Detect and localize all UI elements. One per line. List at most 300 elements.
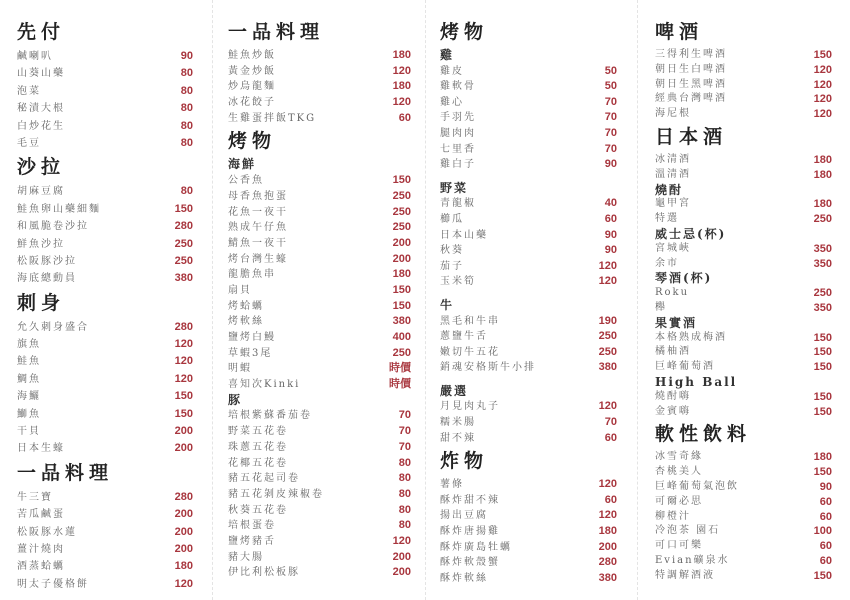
menu-item-price: 80 (398, 503, 411, 516)
menu-item-price: 150 (392, 283, 411, 296)
menu-item (228, 283, 411, 299)
menu-item (228, 550, 411, 566)
menu-item-price: 150 (813, 361, 832, 374)
menu-item (17, 253, 193, 270)
menu-item-price: 100 (813, 525, 832, 538)
menu-item-price: 90 (819, 480, 832, 493)
menu-item-name: 培根紫蘇番茄卷 (228, 410, 312, 422)
menu-item-price: 150 (174, 407, 193, 420)
section-heading: 啤酒 (655, 21, 704, 43)
menu-item-name: 牛三寶 (17, 491, 53, 503)
menu-item-price: 200 (174, 442, 193, 455)
menu-item-name: 胡麻豆腐 (17, 186, 65, 198)
menu-item (655, 107, 832, 122)
menu-item (655, 345, 832, 360)
menu-item-name: 公香魚 (228, 175, 264, 187)
menu-item-price: 90 (604, 228, 617, 241)
menu-item (17, 218, 193, 235)
menu-item-name: 野菜五花卷 (228, 426, 288, 438)
menu-item (17, 353, 193, 370)
menu-item-price: 150 (813, 331, 832, 344)
section-heading: 刺身 (17, 291, 66, 314)
menu-item-name: 柳橙汁 (655, 510, 691, 522)
menu-item-name: 特選 (655, 213, 679, 225)
menu-item-name: 鮮魚沙拉 (17, 238, 65, 250)
menu-item-name: 酒蒸蛤蠣 (17, 561, 65, 573)
menu-item (655, 63, 832, 78)
menu-item (440, 399, 617, 415)
menu-item-price: 250 (392, 189, 411, 202)
menu-item-price: 280 (174, 220, 193, 233)
menu-item (228, 424, 411, 440)
menu-item (440, 540, 617, 556)
menu-item-name: 銷魂安格斯牛小排 (440, 362, 536, 374)
menu-item (440, 259, 617, 275)
menu-item-price: 150 (813, 390, 832, 403)
menu-item-name: 宮城峽 (655, 242, 691, 254)
menu-item-price: 190 (598, 314, 617, 327)
subsection-heading: 威士忌(杯) (655, 226, 727, 241)
menu-item-price: 350 (813, 257, 832, 270)
menu-item (440, 157, 617, 173)
menu-item-price: 120 (598, 478, 617, 491)
section-heading: 炸物 (440, 450, 489, 473)
menu-item-name: 青龍椒 (440, 198, 476, 210)
menu-item-price: 50 (604, 64, 617, 77)
menu-item-name: 冰清酒 (655, 153, 691, 165)
menu-item-price: 50 (604, 80, 617, 93)
menu-item-name: 培根蛋卷 (228, 520, 276, 532)
menu-item-price: 90 (180, 50, 193, 62)
menu-item (440, 126, 617, 142)
menu-item-price: 250 (598, 345, 617, 358)
menu-item-name: 雞皮 (440, 65, 464, 77)
menu-item-name: 炒烏龍麵 (228, 81, 276, 93)
menu-item (228, 299, 411, 315)
menu-item-name: 雞心 (440, 96, 464, 108)
menu-item-price: 380 (392, 315, 411, 328)
menu-item (228, 346, 411, 362)
menu-item-name: 明太子優格餅 (17, 578, 89, 590)
menu-item-name: 特調解酒液 (655, 569, 715, 581)
menu-item-name: 花椰五花卷 (228, 457, 288, 469)
menu-item-name: 可爾必思 (655, 495, 703, 507)
menu-item-price: 250 (813, 287, 832, 300)
menu-item (228, 408, 411, 424)
menu-item-price: 80 (398, 472, 411, 485)
menu-item-name: 本格熟成梅酒 (655, 331, 727, 343)
menu-item (17, 489, 193, 506)
menu-item-price: 60 (819, 540, 832, 553)
menu-item-name: 母香魚抱蛋 (228, 190, 288, 202)
menu-item (17, 118, 193, 135)
menu-item (228, 79, 411, 95)
menu-item-price: 180 (813, 168, 832, 181)
menu-item (440, 228, 617, 244)
menu-item (655, 539, 832, 554)
menu-item-name: 薑汁燒肉 (17, 543, 65, 555)
menu-item-price: 60 (819, 554, 832, 567)
menu-item (655, 257, 832, 272)
menu-item (655, 554, 832, 569)
menu-item (228, 487, 411, 503)
section-heading: 先付 (17, 21, 66, 43)
menu-item-name: 甜不辣 (440, 432, 476, 444)
menu-item-price: 120 (392, 64, 411, 77)
menu-item-price: 80 (398, 456, 411, 469)
menu-item-price: 200 (174, 508, 193, 521)
menu-item-price: 380 (598, 361, 617, 374)
menu-item-name: 烤蛤蠣 (228, 300, 264, 312)
menu-item-price: 120 (174, 372, 193, 385)
menu-item-name: 日本山藥 (440, 229, 488, 241)
menu-item-price: 120 (392, 96, 411, 109)
menu-item-name: Evian礦泉水 (655, 554, 730, 566)
menu-item-price: 250 (174, 254, 193, 267)
menu-item-price: 380 (174, 272, 193, 285)
menu-item-price: 120 (392, 534, 411, 547)
subsection-heading: 嚴選 (440, 383, 469, 398)
menu-item-name: 酥炸軟絲 (440, 572, 488, 584)
menu-item (655, 153, 832, 168)
menu-item (17, 423, 193, 440)
column-divider (637, 0, 638, 600)
menu-item-price: 60 (604, 493, 617, 506)
menu-item (17, 65, 193, 82)
subsection-heading: High Ball (655, 374, 738, 389)
menu-item (440, 571, 617, 587)
menu-item-price: 280 (174, 320, 193, 333)
menu-item-name: 松阪豚水蓮 (17, 526, 77, 538)
menu-item (655, 405, 832, 420)
menu-item-price: 120 (598, 400, 617, 413)
menu-item-name: 苦瓜鹹蛋 (17, 509, 65, 521)
menu-item (440, 329, 617, 345)
menu-item (655, 360, 832, 375)
column-divider (425, 0, 426, 600)
menu-item-name: 腿肉肉 (440, 127, 476, 139)
menu-item-name: 鮭魚炒飯 (228, 50, 276, 61)
menu-item (17, 541, 193, 558)
menu-item (228, 173, 411, 189)
menu-item-price: 120 (174, 577, 193, 590)
menu-item-price: 280 (174, 490, 193, 503)
menu-item-name: Roku (655, 287, 690, 299)
menu-item (655, 450, 832, 465)
subsection-heading: 雞 (440, 48, 455, 62)
menu-item (655, 465, 832, 480)
menu-item (655, 242, 832, 257)
menu-item-price: 120 (813, 93, 832, 106)
menu-item-price: 180 (598, 525, 617, 538)
menu-item (17, 524, 193, 541)
menu-item-price: 150 (174, 390, 193, 403)
menu-item-name: 三得利生啤酒 (655, 49, 727, 60)
menu-item-price: 180 (813, 198, 832, 211)
menu-item (228, 377, 411, 393)
menu-item (17, 440, 193, 457)
menu-item-price: 60 (604, 431, 617, 444)
menu-item-price: 120 (598, 275, 617, 288)
menu-item-price: 70 (398, 425, 411, 438)
menu-item-price: 80 (180, 102, 193, 115)
menu-item (440, 212, 617, 228)
menu-item (17, 100, 193, 117)
menu-item (228, 330, 411, 346)
menu-item-name: 和風脆卷沙拉 (17, 221, 89, 233)
menu-item-price: 60 (604, 212, 617, 225)
menu-item (228, 503, 411, 519)
menu-item-price: 90 (604, 244, 617, 257)
menu-item-price: 180 (392, 80, 411, 93)
menu-item-name: 鯛魚 (17, 373, 41, 385)
menu-item (228, 111, 411, 127)
menu-item-price: 250 (392, 205, 411, 218)
menu-item (17, 576, 193, 593)
menu-item-price: 60 (398, 111, 411, 124)
menu-item-name: 草蝦3尾 (228, 347, 273, 359)
menu-item-name: 橘柚酒 (655, 346, 691, 358)
menu-item-price: 70 (604, 126, 617, 139)
menu-item-name: 七里香 (440, 143, 476, 155)
menu-item (17, 270, 193, 287)
menu-item (228, 361, 411, 377)
menu-item (228, 236, 411, 252)
menu-item-name: 龜甲宮 (655, 198, 691, 210)
menu-item (228, 64, 411, 80)
menu-item-price: 80 (180, 136, 193, 149)
menu-item-name: 秘漬大根 (17, 103, 65, 115)
menu-item (440, 524, 617, 540)
menu-column-4 (655, 17, 832, 584)
menu-item-name: 金賓嗨 (655, 405, 691, 417)
menu-item-name: 熟成午仔魚 (228, 222, 288, 234)
menu-item-price: 180 (813, 451, 832, 464)
menu-item-price: 70 (398, 409, 411, 422)
menu-item-price: 120 (598, 509, 617, 522)
menu-item-price: 90 (604, 158, 617, 171)
menu-item (17, 371, 193, 388)
section-heading: 軟性飲料 (655, 423, 752, 446)
column-divider (212, 0, 213, 600)
menu-item-name: 鮭魚卵山藥細麵 (17, 203, 101, 215)
menu-item-price: 70 (604, 142, 617, 155)
menu-item-name: 玉米筍 (440, 276, 476, 288)
menu-item-price: 120 (174, 355, 193, 368)
menu-item (655, 510, 832, 525)
menu-item-price: 70 (604, 416, 617, 429)
menu-item (655, 286, 832, 301)
menu-item-price: 180 (392, 268, 411, 281)
menu-item (655, 480, 832, 495)
menu-item-name: 泡菜 (17, 85, 41, 97)
menu-item-name: 雞軟骨 (440, 81, 476, 93)
menu-item-price: 80 (180, 185, 193, 198)
menu-item-name: 花魚一夜干 (228, 206, 288, 218)
menu-item-name: 山葵山藥 (17, 68, 65, 80)
menu-item (228, 205, 411, 221)
menu-item-name: 冰雪奇緣 (655, 451, 703, 463)
menu-item-name: 酥炸廣島牡蠣 (440, 541, 512, 553)
menu-item-price: 120 (598, 259, 617, 272)
menu-item (228, 48, 411, 64)
menu-item-price: 150 (174, 202, 193, 215)
menu-item-name: 豬大腸 (228, 551, 264, 563)
menu-item-price: 60 (819, 510, 832, 523)
menu-item (440, 431, 617, 447)
menu-item-name: 余市 (655, 257, 679, 269)
menu-item (440, 95, 617, 111)
menu-item-name: 允久刺身盛合 (17, 321, 89, 333)
menu-item-name: 朝日生白啤酒 (655, 63, 727, 75)
menu-item (228, 534, 411, 550)
menu-item-name: 龍膽魚串 (228, 269, 276, 281)
menu-item-price: 80 (398, 519, 411, 532)
menu-item (440, 508, 617, 524)
menu-item-name: 冰花餃子 (228, 97, 276, 109)
menu-item-name: 鰤魚 (17, 408, 41, 420)
menu-item-name: 秋葵 (440, 245, 464, 257)
menu-item-name: 杏桃美人 (655, 466, 703, 478)
menu-item-name: 巨峰葡萄酒 (655, 361, 715, 373)
menu-item-price: 200 (174, 542, 193, 555)
menu-item-price: 70 (604, 95, 617, 108)
menu-item-name: 朝日生黑啤酒 (655, 78, 727, 90)
menu-item-name: 月見肉丸子 (440, 401, 500, 413)
menu-item-price: 150 (392, 174, 411, 187)
menu-item-price: 120 (813, 63, 832, 76)
menu-item-price: 180 (174, 560, 193, 573)
menu-item-name: 伊比利松板豚 (228, 567, 300, 579)
menu-item-name: 經典台灣啤酒 (655, 93, 727, 105)
menu-item-name: 可口可樂 (655, 540, 703, 552)
menu-item-name: 蔥鹽牛舌 (440, 331, 488, 343)
menu-item-name: 鹹喇叭 (17, 51, 53, 62)
menu-item (440, 555, 617, 571)
menu-item (228, 518, 411, 534)
menu-item (228, 314, 411, 330)
menu-item-name: 豬五花剝皮辣椒卷 (228, 488, 324, 500)
menu-item (655, 48, 832, 63)
menu-item (655, 212, 832, 227)
menu-item-price: 120 (813, 78, 832, 91)
menu-item-price: 400 (392, 331, 411, 343)
menu-item-name: 毛豆 (17, 137, 41, 149)
menu-item (655, 168, 832, 183)
menu-item (17, 183, 193, 200)
section-heading: 一品料理 (17, 461, 114, 484)
subsection-heading: 燒酎 (655, 182, 684, 197)
menu-item (17, 201, 193, 218)
menu-item-name: 干貝 (17, 426, 41, 438)
menu-item-name: 豬五花起司卷 (228, 473, 300, 485)
menu-item-name: 珠蔥五花卷 (228, 441, 288, 453)
menu-item (440, 243, 617, 259)
menu-item-name: 秋葵五花卷 (228, 504, 288, 516)
menu-item (655, 301, 832, 316)
menu-item (228, 252, 411, 268)
menu-item-name: 鯖魚一夜干 (228, 237, 288, 249)
menu-item (655, 331, 832, 346)
menu-item-price: 時價 (389, 378, 411, 391)
menu-item-price: 150 (392, 299, 411, 312)
menu-item-name: 手羽先 (440, 112, 476, 124)
menu-item-name: 酥炸唐揚雞 (440, 526, 500, 538)
menu-item-price: 150 (813, 569, 832, 582)
menu-item-name: 茄子 (440, 260, 464, 272)
menu-item (17, 336, 193, 353)
menu-item-name: 薯條 (440, 479, 464, 491)
menu-item (228, 189, 411, 205)
menu-item-price: 40 (604, 197, 617, 210)
menu-item-price: 250 (392, 221, 411, 234)
menu-item (228, 456, 411, 472)
menu-item-name: 櫸 (655, 301, 667, 313)
menu-item-price: 180 (392, 49, 411, 61)
menu-item-name: 揚出豆腐 (440, 510, 488, 522)
menu-item-name: 鹽烤白鰻 (228, 332, 276, 343)
menu-item-price: 150 (813, 466, 832, 479)
menu-item-name: 喜知次Kinki (228, 379, 301, 391)
menu-item-name: 扇貝 (228, 284, 252, 296)
menu-item (228, 440, 411, 456)
section-heading: 日本酒 (655, 125, 728, 148)
menu-item-price: 150 (813, 405, 832, 418)
menu-item (440, 274, 617, 290)
menu-item-price: 200 (392, 550, 411, 563)
subsection-heading: 豚 (228, 392, 243, 407)
menu-item-name: 酥炸軟殼蟹 (440, 557, 500, 569)
menu-item-price: 250 (813, 213, 832, 226)
menu-item-price: 70 (398, 440, 411, 453)
menu-item-name: 松阪豚沙拉 (17, 255, 77, 267)
menu-item (440, 196, 617, 212)
menu-item-price: 200 (174, 425, 193, 438)
menu-item-name: 明蝦 (228, 363, 252, 375)
subsection-heading: 果實酒 (655, 315, 698, 330)
menu-item-name: 海底總動員 (17, 273, 77, 285)
menu-item-price: 150 (813, 346, 832, 359)
menu-item (17, 48, 193, 65)
menu-item-name: 櫛瓜 (440, 213, 464, 225)
menu-item (655, 197, 832, 212)
menu-item-price: 200 (392, 236, 411, 249)
menu-item (228, 471, 411, 487)
menu-item-price: 200 (392, 566, 411, 579)
menu-item-price: 280 (598, 556, 617, 569)
menu-column-1 (17, 17, 193, 593)
menu-item (440, 360, 617, 376)
menu-item (440, 493, 617, 509)
menu-item-price: 150 (813, 49, 832, 61)
menu-item (17, 506, 193, 523)
menu-item-price: 350 (813, 301, 832, 314)
menu-item-price: 120 (813, 108, 832, 121)
menu-item-price: 80 (180, 84, 193, 97)
menu-column-3 (440, 17, 617, 586)
menu-item (655, 569, 832, 584)
menu-item-name: 黑毛和牛串 (440, 315, 500, 327)
menu-item (440, 79, 617, 95)
menu-item-name: 燒酎嗨 (655, 390, 691, 402)
menu-item-price: 380 (598, 571, 617, 584)
menu-item-price: 250 (174, 237, 193, 250)
menu-item-name: 酥炸甜不辣 (440, 494, 500, 506)
menu-item (17, 558, 193, 575)
menu-item-name: 生雞蛋拌飯TKG (228, 112, 317, 124)
menu-item (228, 220, 411, 236)
menu-item (17, 135, 193, 152)
